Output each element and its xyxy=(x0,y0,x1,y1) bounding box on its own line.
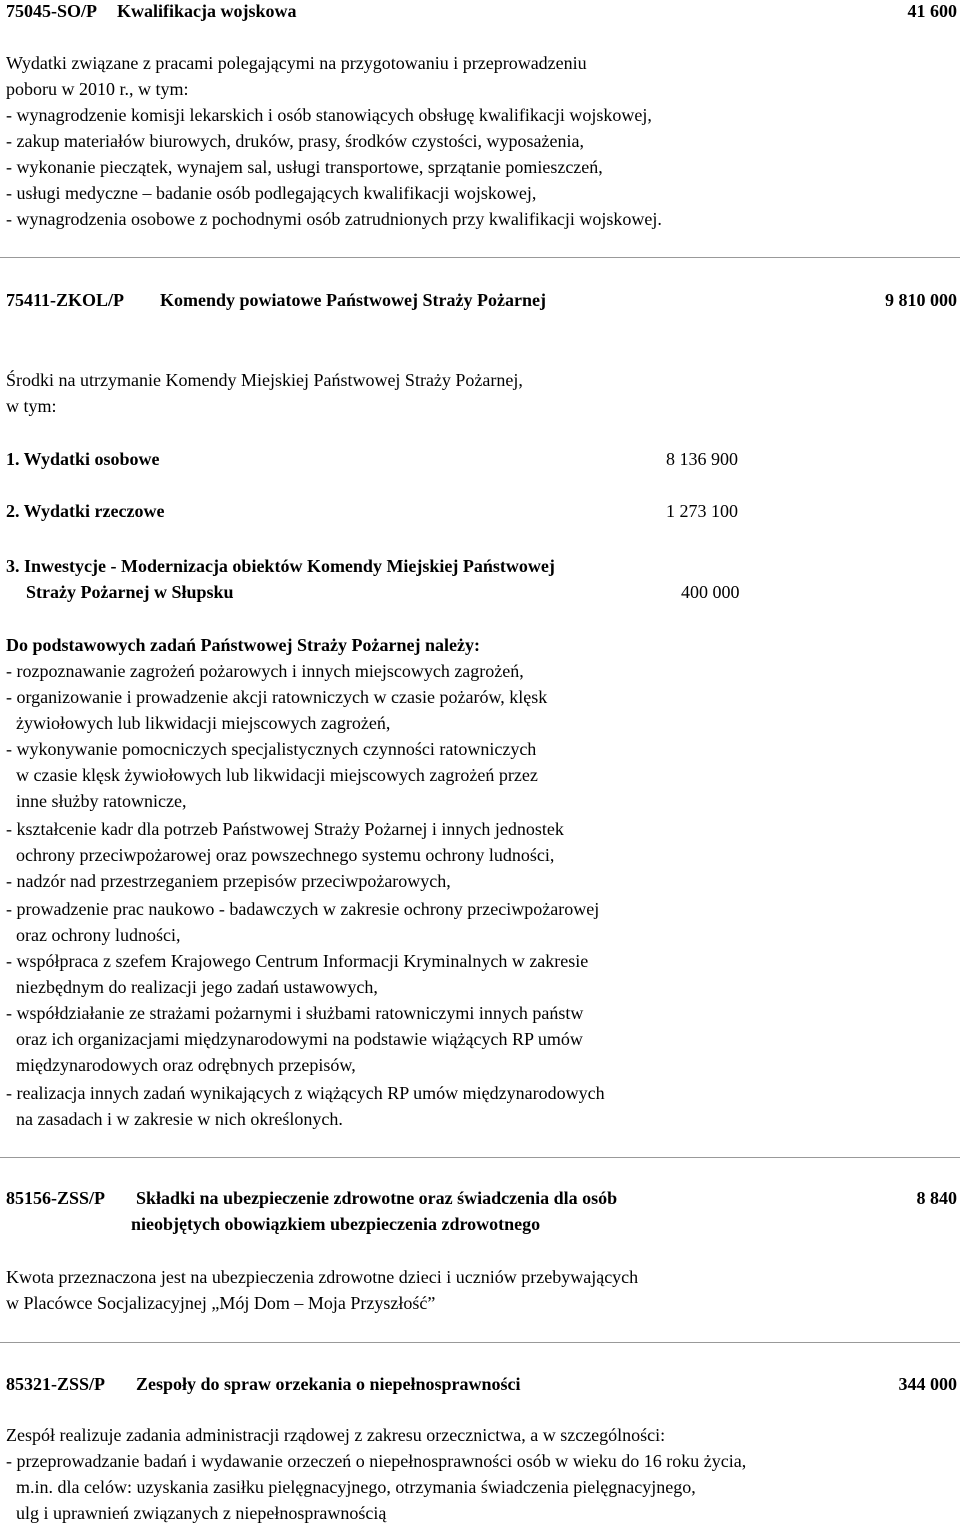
task-line: niezbędnym do realizacji jego zadań ustawowych, xyxy=(16,977,378,997)
task-line: - nadzór nad przestrzeganiem przepisów przeciwpożarowych, xyxy=(6,871,451,891)
section-code: 85321-ZSS/P xyxy=(6,1374,106,1394)
section-amount: 41 600 xyxy=(907,1,957,21)
section-amount: 344 000 xyxy=(898,1374,957,1394)
task-line: - realizacja innych zadań wynikających z wiążących RP umów międzynarodowych xyxy=(6,1083,605,1103)
task-line: ochrony przeciwpożarowej oraz powszechnego systemu ochrony ludności, xyxy=(16,845,555,865)
section-title: Komendy powiatowe Państwowej Straży Pożarnej xyxy=(160,290,546,310)
item-label: 2. Wydatki rzeczowe xyxy=(6,501,165,521)
text-line: - wynagrodzenia osobowe z pochodnymi osób zatrudnionych przy kwalifikacji wojskowej. xyxy=(6,209,662,229)
item-amount: 8 136 900 xyxy=(666,449,738,469)
item-amount: 1 273 100 xyxy=(666,501,738,521)
section-title: Składki na ubezpieczenie zdrowotne oraz świadczenia dla osób xyxy=(136,1188,618,1208)
task-line: oraz ochrony ludności, xyxy=(16,925,181,945)
task-line: w czasie klęsk żywiołowych lub likwidacji miejscowych zagrożeń przez xyxy=(16,765,538,785)
task-line: - kształcenie kadr dla potrzeb Państwowej Straży Pożarnej i innych jednostek xyxy=(6,819,564,839)
text-line: poboru w 2010 r., w tym: xyxy=(6,79,189,99)
divider xyxy=(0,1157,960,1158)
item-label: Straży Pożarnej w Słupsku xyxy=(26,582,234,602)
text-line: Środki na utrzymanie Komendy Miejskiej Państwowej Straży Pożarnej, xyxy=(6,370,523,390)
section-title: nieobjętych obowiązkiem ubezpieczenia zdrowotnego xyxy=(131,1214,541,1234)
text-line: - wynagrodzenie komisji lekarskich i osób stanowiących obsługę kwalifikacji wojskowej, xyxy=(6,105,652,125)
text-line: - zakup materiałów biurowych, druków, prasy, środków czystości, wyposażenia, xyxy=(6,131,585,151)
task-line: - współpraca z szefem Krajowego Centrum Informacji Kryminalnych w zakresie xyxy=(6,951,589,971)
task-line: - rozpoznawanie zagrożeń pożarowych i innych miejscowych zagrożeń, xyxy=(6,661,524,681)
text-line: m.in. dla celów: uzyskania zasiłku pielęgnacyjnego, otrzymania świadczenia pielęgnacyjnego, xyxy=(16,1477,696,1497)
text-line: - wykonanie pieczątek, wynajem sal, usługi transportowe, sprzątanie pomieszczeń, xyxy=(6,157,603,177)
text-line: - przeprowadzanie badań i wydawanie orzeczeń o niepełnosprawności osób w wieku do 16 roku życia, xyxy=(6,1451,747,1471)
text-line: w tym: xyxy=(6,396,57,416)
item-label: 1. Wydatki osobowe xyxy=(6,449,160,469)
task-line: żywiołowych lub likwidacji miejscowych zagrożeń, xyxy=(16,713,391,733)
tasks-heading: Do podstawowych zadań Państwowej Straży Pożarnej należy: xyxy=(6,635,480,655)
text-line: ulg i uprawnień związanych z niepełnosprawnością xyxy=(16,1503,387,1523)
text-line: Zespół realizuje zadania administracji rządowej z zakresu orzecznictwa, a w szczególności: xyxy=(6,1425,666,1445)
task-line: inne służby ratownicze, xyxy=(16,791,187,811)
divider xyxy=(0,1342,960,1343)
task-line: - współdziałanie ze strażami pożarnymi i służbami ratowniczymi innych państw xyxy=(6,1003,584,1023)
section-title: Zespoły do spraw orzekania o niepełnosprawności xyxy=(136,1374,521,1394)
task-line: - organizowanie i prowadzenie akcji ratowniczych w czasie pożarów, klęsk xyxy=(6,687,548,707)
item-label: 3. Inwestycje - Modernizacja obiektów Komendy Miejskiej Państwowej xyxy=(6,556,555,576)
section-code: 75045-SO/P xyxy=(6,1,98,21)
text-line: Wydatki związane z pracami polegającymi na przygotowaniu i przeprowadzeniu xyxy=(6,53,587,73)
text-line: w Placówce Socjalizacyjnej „Mój Dom – Moja Przyszłość” xyxy=(6,1293,436,1313)
section-amount: 9 810 000 xyxy=(885,290,957,310)
text-line: Kwota przeznaczona jest na ubezpieczenia zdrowotne dzieci i uczniów przebywających xyxy=(6,1267,639,1287)
section-code: 85156-ZSS/P xyxy=(6,1188,106,1208)
divider xyxy=(0,257,960,258)
section-title: Kwalifikacja wojskowa xyxy=(117,1,297,21)
section-code: 75411-ZKOL/P xyxy=(6,290,125,310)
task-line: - prowadzenie prac naukowo - badawczych w zakresie ochrony przeciwpożarowej xyxy=(6,899,600,919)
item-amount: 400 000 xyxy=(681,582,740,602)
task-line: oraz ich organizacjami międzynarodowymi na podstawie wiążących RP umów xyxy=(16,1029,583,1049)
section-amount: 8 840 xyxy=(916,1188,957,1208)
text-line: - usługi medyczne – badanie osób podlegających kwalifikacji wojskowej, xyxy=(6,183,537,203)
task-line: - wykonywanie pomocniczych specjalistycznych czynności ratowniczych xyxy=(6,739,537,759)
task-line: międzynarodowych oraz odrębnych przepisów, xyxy=(16,1055,356,1075)
task-line: na zasadach i w zakresie w nich określonych. xyxy=(16,1109,343,1129)
